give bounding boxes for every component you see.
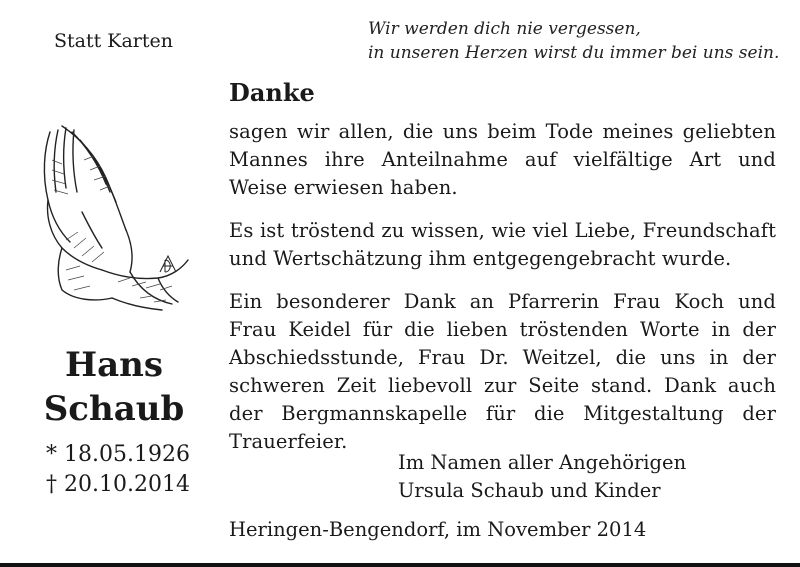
thanks-paragraph-1: sagen wir allen, die uns beim Tode meines geliebten Mannes ihre Anteilnahme auf vielfältige Art und Weise erwiesen haben. (229, 120, 776, 199)
thanks-paragraph-2: Es ist tröstend zu wissen, wie viel Liebe, Freundschaft und Wertschätzung ihm entgegengebracht wurde. (229, 219, 776, 270)
life-dates (46, 440, 190, 500)
birth-date: 18.05.1926 (64, 442, 190, 467)
praying-hands-icon (22, 120, 192, 315)
page-title: Danke (229, 78, 315, 107)
quote-line-2: in unseren Herzen wirst du immer bei uns sein. (368, 43, 780, 63)
thanks-paragraph-3: Ein besonderer Dank an Pfarrerin Frau Koch und Frau Keidel für die lieben tröstenden Worte in der Abschiedsstunde, Frau Dr. Weitzel, die uns in der schweren Zeit liebevoll zur Seite stand. Dank auch der Bergmannskapelle für die Mitgestaltung der Trauerfeier. (229, 290, 776, 453)
memorial-quote (368, 17, 788, 65)
death-date: 20.10.2014 (64, 472, 190, 497)
death-symbol: † (46, 472, 57, 497)
bottom-border (0, 563, 800, 567)
place-and-date: Heringen-Bengendorf, im November 2014 (229, 518, 647, 541)
quote-line-1: Wir werden dich nie vergessen, (368, 19, 641, 39)
statt-karten-label: Statt Karten (54, 30, 174, 52)
birth-date-row (46, 440, 190, 470)
signature-line-2: Ursula Schaub und Kinder (398, 479, 661, 502)
signature-line-1: Im Namen aller Angehörigen (398, 451, 687, 474)
deceased-first-name: Hans (64, 345, 163, 385)
death-date-row (46, 470, 190, 500)
birth-symbol: * (46, 442, 57, 467)
signature-block (398, 449, 686, 505)
deceased-last-name: Schaub (43, 389, 185, 429)
